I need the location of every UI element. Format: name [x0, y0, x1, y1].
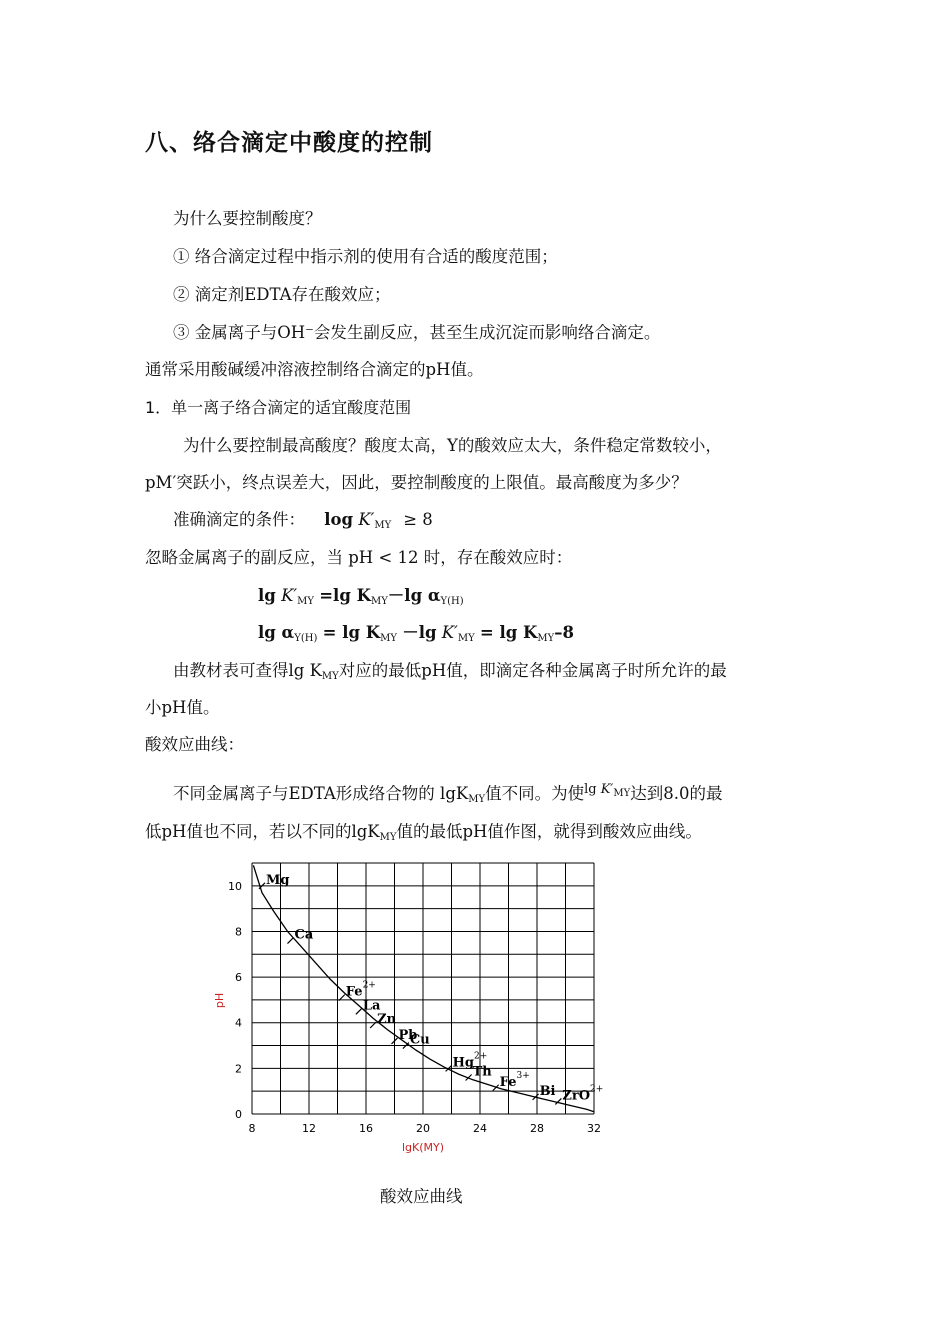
paragraph-line: 为什么要控制最高酸度？酸度太高，Y的酸效应太大，条件稳定常数较小，: [183, 436, 722, 455]
y-tick-label: 2: [235, 1062, 242, 1076]
data-point-label: Ca: [294, 927, 314, 943]
data-point-charge: 2+: [362, 980, 376, 991]
x-axis-label: lgK(MY): [401, 1141, 445, 1154]
x-tick-label: 8: [248, 1122, 256, 1135]
section-title: 1．单一离子络合滴定的适宜酸度范围: [145, 398, 412, 417]
y-tick-label: 4: [235, 1016, 242, 1030]
paragraph-line: 由教材表可查得$\lg K_{MY}$对应的最低pH值，即滴定各种金属离子时所允许的最: [173, 661, 727, 682]
figure-caption: 酸效应曲线: [380, 1187, 463, 1206]
data-point-label: La: [362, 998, 381, 1014]
x-tick-label: 16: [359, 1122, 373, 1135]
data-point-label: $Fe^{3+}$: [499, 1070, 530, 1090]
ignore-line: 忽略金属离子的副反应，当 pH < 12 时，存在酸效应时：: [145, 548, 573, 567]
data-point-label: $Hg^{2+}$: [452, 1051, 488, 1071]
data-point-label: Pb: [398, 1027, 418, 1043]
condition-formula: $\log K'_{MY} \ge 8$: [324, 510, 433, 531]
x-tick-label: 24: [473, 1122, 487, 1135]
paragraph-line: 小pH值。: [145, 698, 220, 717]
data-point-charge: 2+: [590, 1084, 604, 1095]
inline-formula: $\lg K'_{MY}$: [584, 782, 631, 799]
y-tick-label: 0: [235, 1108, 242, 1121]
condition-label: 准确滴定的条件：: [173, 510, 305, 529]
x-tick-label: 32: [587, 1122, 601, 1135]
x-tick-label: 28: [530, 1122, 544, 1135]
reason-1: ① 络合滴定过程中指示剂的使用有合适的酸度范围；: [173, 247, 558, 266]
paragraph-line: 低pH值也不同，若以不同的lgK$_{MY}$值的最低pH值作图，就得到酸效应曲线。: [145, 822, 702, 843]
curve-label: 酸效应曲线：: [145, 735, 244, 754]
reason-2: ② 滴定剂EDTA存在酸效应；: [173, 285, 391, 304]
data-point-label: $Fe^{2+}$: [345, 980, 376, 1000]
data-point-label: Th: [472, 1064, 492, 1080]
formula-1: $\lg K'_{MY} =\lg$ $K_{MY}-\lg$ $\alpha_{Y(H)}$: [258, 586, 464, 607]
y-axis-label: pH: [213, 992, 226, 1009]
reason-3: ③ 金属离子与OH⁻会发生副反应，甚至生成沉淀而影响络合滴定。: [173, 323, 661, 342]
data-point-label: Cu: [409, 1032, 430, 1048]
condition-line: [173, 508, 433, 538]
data-point-charge: 3+: [516, 1070, 530, 1081]
acid-effect-chart: [205, 855, 625, 1165]
data-point-charge: 2+: [474, 1051, 488, 1062]
x-tick-label: 20: [416, 1122, 430, 1135]
page-title: 八、络合滴定中酸度的控制: [145, 130, 433, 156]
chart-svg: [205, 855, 625, 1165]
data-point-marker: [287, 938, 293, 944]
data-point-label: Bi: [539, 1083, 556, 1099]
buffer-note: 通常采用酸碱缓冲溶液控制络合滴定的pH值。: [145, 360, 484, 379]
data-point-label: Zn: [377, 1012, 397, 1028]
formula-2: $\lg \alpha_{Y(H)} = \lg K_{MY} -\lg$ $K'_{MY} = \lg K_{MY}-8$: [258, 623, 574, 644]
why-title: 为什么要控制酸度？: [173, 209, 322, 228]
data-point-label: Mg: [265, 872, 290, 888]
paragraph-line: 不同金属离子与EDTA形成络合物的 lgK$_{MY}$值不同。为使$\lg K'_{MY}$达到8.0的最: [173, 782, 722, 812]
data-point-marker: [356, 1008, 362, 1014]
x-tick-label: 12: [302, 1122, 316, 1135]
y-tick-label: 10: [228, 879, 242, 893]
acid-effect-curve: [253, 865, 594, 1111]
data-point-label: ZrO$^{2+}$: [562, 1084, 604, 1104]
paragraph-line: pM′突跃小，终点误差大，因此，要控制酸度的上限值。最高酸度为多少？: [145, 473, 688, 492]
y-tick-label: 8: [235, 925, 242, 939]
y-tick-label: 6: [235, 971, 242, 985]
